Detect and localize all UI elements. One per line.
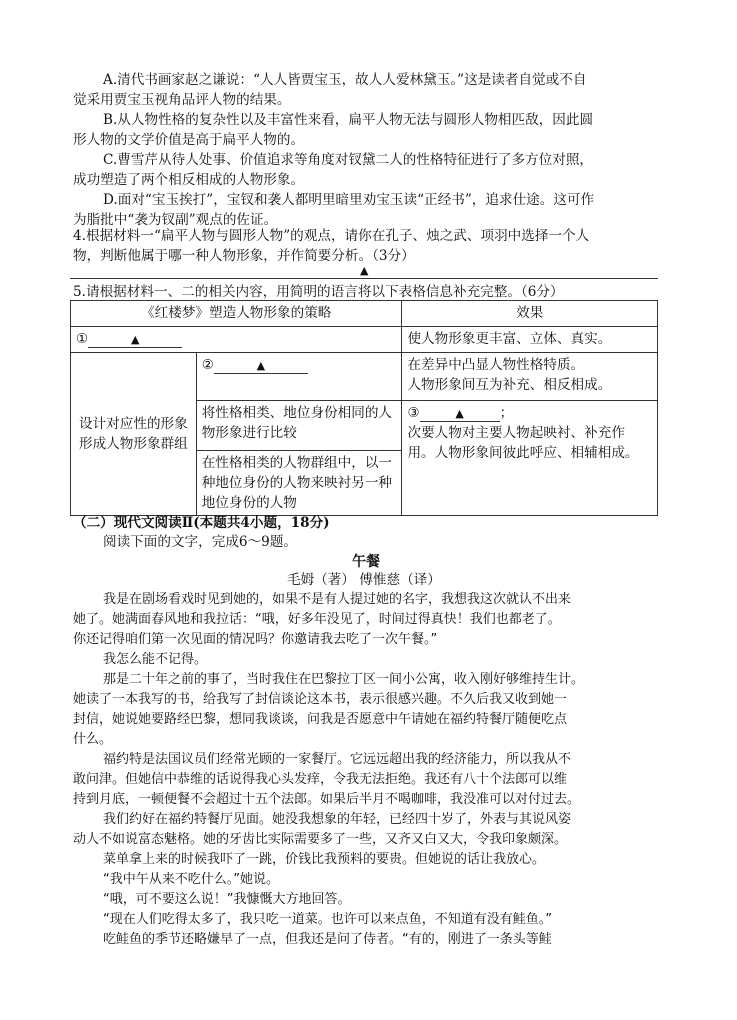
question-4-line1: 4.根据材料一“扁平人物与圆形人物”的观点，请你在孔子、烛之武、项羽中选择一个人 (73, 228, 590, 244)
option-a-line1: A.清代书画家赵之谦说：“人人皆贾宝玉，故人人爱林黛玉。”这是读者自觉或不自 (103, 72, 587, 88)
row-3-strategy: 将性格相类、地位身份相同的人物形象进行比较 (196, 401, 402, 451)
article-line: 什么。 (73, 732, 113, 747)
blank-1-field[interactable] (88, 332, 182, 348)
blank-3-mark: ▲ (455, 407, 464, 420)
effect-2 (402, 353, 658, 401)
answer-line (70, 278, 658, 279)
blank-1-number: ① (76, 331, 89, 347)
article-line: 持到月底，一顿便餐不会超过十五个法郎。如果后半月不喝咖啡，我没准可以对付过去。 (73, 792, 581, 807)
group-label: 设计对应性的形象形成人物形象群组 (71, 353, 197, 516)
article-line: 我怎么能不记得。 (103, 652, 208, 667)
question-5-prompt: 5.请根据材料一、二的相关内容，用简明的语言将以下表格信息补充完整。（6分） (73, 284, 564, 300)
article-line: “现在人们吃得太多了，我只吃一道菜。也许可以来点鱼，不知道有没有鲑鱼。” (103, 912, 552, 927)
article-line: 菜单拿上来的时候我吓了一跳，价钱比我预料的要贵。但她说的话让我放心。 (103, 852, 546, 867)
option-d-line2: 为脂批中“袭为钗副”观点的佐证。 (73, 212, 278, 228)
article-line: “我中午从来不吃什么。”她说。 (103, 872, 279, 887)
table-row (71, 353, 658, 401)
blank-2-cell[interactable] (196, 353, 402, 401)
article-byline: 毛姆（著） 傅惟慈（译） (287, 572, 441, 588)
option-b-line2: 形人物的文学价值是高于扁平人物的。 (73, 132, 305, 148)
article-line: 动人不如说富态魅格。她的牙齿比实际需要多了一些，又齐又白又大，令我印象颇深。 (73, 832, 568, 847)
blank-2-mark: ▲ (256, 359, 266, 372)
table-header-row (71, 301, 658, 327)
blank-2-field[interactable] (214, 358, 308, 374)
option-b-line1: B.从人物性格的复杂性以及丰富性来看，扁平人物无法与圆形人物相匹敌，因此圆 (103, 112, 594, 128)
article-line: 你还记得咱们第一次见面的情况吗？你邀请我去吃了一次午餐。” (73, 632, 438, 647)
option-d-line1: D.面对“宝玉挨打”，宝钗和袭人都明里暗里劝宝玉读“正经书”，追求仕途。这可作 (103, 192, 595, 208)
article-line: “哦，可不要这么说！”我慷慨大方地回答。 (103, 892, 351, 907)
article-line: 我是在剧场看戏时见到她的，如果不是有人提过她的名字，我想我这次就认不出来 (103, 592, 572, 607)
article-line: 福约特是法国议员们经常光顾的一家餐厅。它远远超出我的经济能力，所以我从不 (103, 752, 572, 767)
article-title: 午餐 (352, 554, 380, 570)
article-line: 敢问津。但她信中恭维的话说得我心头发痒，令我无法拒绝。我还有八十个法郎可以维 (73, 772, 568, 787)
blank-1-mark: ▲ (130, 333, 140, 346)
strategy-table (70, 300, 658, 516)
article-line: 那是二十年之前的事了，当时我住在巴黎拉丁区一间小公寓，收入刚好够维持生计。 (103, 672, 585, 687)
blank-2-number: ② (201, 357, 214, 373)
table-row (71, 327, 658, 353)
row-4-strategy: 在性格相类的人物群组中，以一种地位身份的人物来映衬另一种地位身份的人物 (196, 451, 402, 516)
effect-3-cell (402, 401, 658, 516)
article-line: 她了。她满面春风地和我拉话：“哦，好多年没见了，时间过得真快！我们也都老了。 (73, 612, 561, 627)
option-c-line1: C.曹雪芹从待人处事、价值追求等角度对钗黛二人的性格特征进行了多方位对照， (103, 152, 594, 168)
blank-3-line[interactable] (407, 403, 652, 423)
option-c-line2: 成功塑造了两个相反相成的人物形象。 (73, 172, 305, 188)
article-line: 封信，她说她要路经巴黎，想同我谈谈，问我是否愿意中午请她在福约特餐厅随便吃点 (73, 712, 568, 727)
blank-3-number: ③ (407, 405, 420, 421)
blank-3-suffix: ； (499, 405, 514, 421)
article-line: 我们约好在福约特餐厅见面。她没我想象的年轻，已经四十岁了，外表与其说风姿 (103, 812, 572, 827)
section-instruction: 阅读下面的文字，完成6～9题。 (103, 534, 298, 550)
effect-1: 使人物形象更丰富、立体、真实。 (402, 327, 658, 353)
section-heading: （二）现代文阅读Ⅱ(本题共4小题，18分) (73, 515, 330, 531)
effect-2-line2: 人物形象间互为补充、相反相成。 (407, 377, 612, 393)
header-strategy: 《红楼梦》塑造人物形象的策略 (71, 301, 402, 327)
answer-mark-triangle: ▲ (360, 264, 369, 277)
blank-1-cell[interactable] (71, 327, 402, 353)
header-effect: 效果 (402, 301, 658, 327)
question-4-line2: 物，判断他属于哪一种人物形象，并作简要分析。（3分） (73, 248, 415, 264)
blank-3-field[interactable] (420, 406, 500, 422)
article-line: 吃鲑鱼的季节还略嫌早了一点，但我还是问了侍者。“有的，刚进了一条头等鲑 (103, 932, 552, 947)
effect-3-text: 次要人物对主要人物起映衬、补充作用。人物形象间彼此呼应、相辅相成。 (407, 425, 639, 461)
option-a-line2: 觉采用贾宝玉视角品评人物的结果。 (73, 92, 291, 108)
effect-2-line1: 在差异中凸显人物性格特质。 (407, 357, 585, 373)
article-line: 她读了一本我写的书，给我写了封信谈论这本书，表示很感兴趣。不久后我又收到她一 (73, 692, 568, 707)
